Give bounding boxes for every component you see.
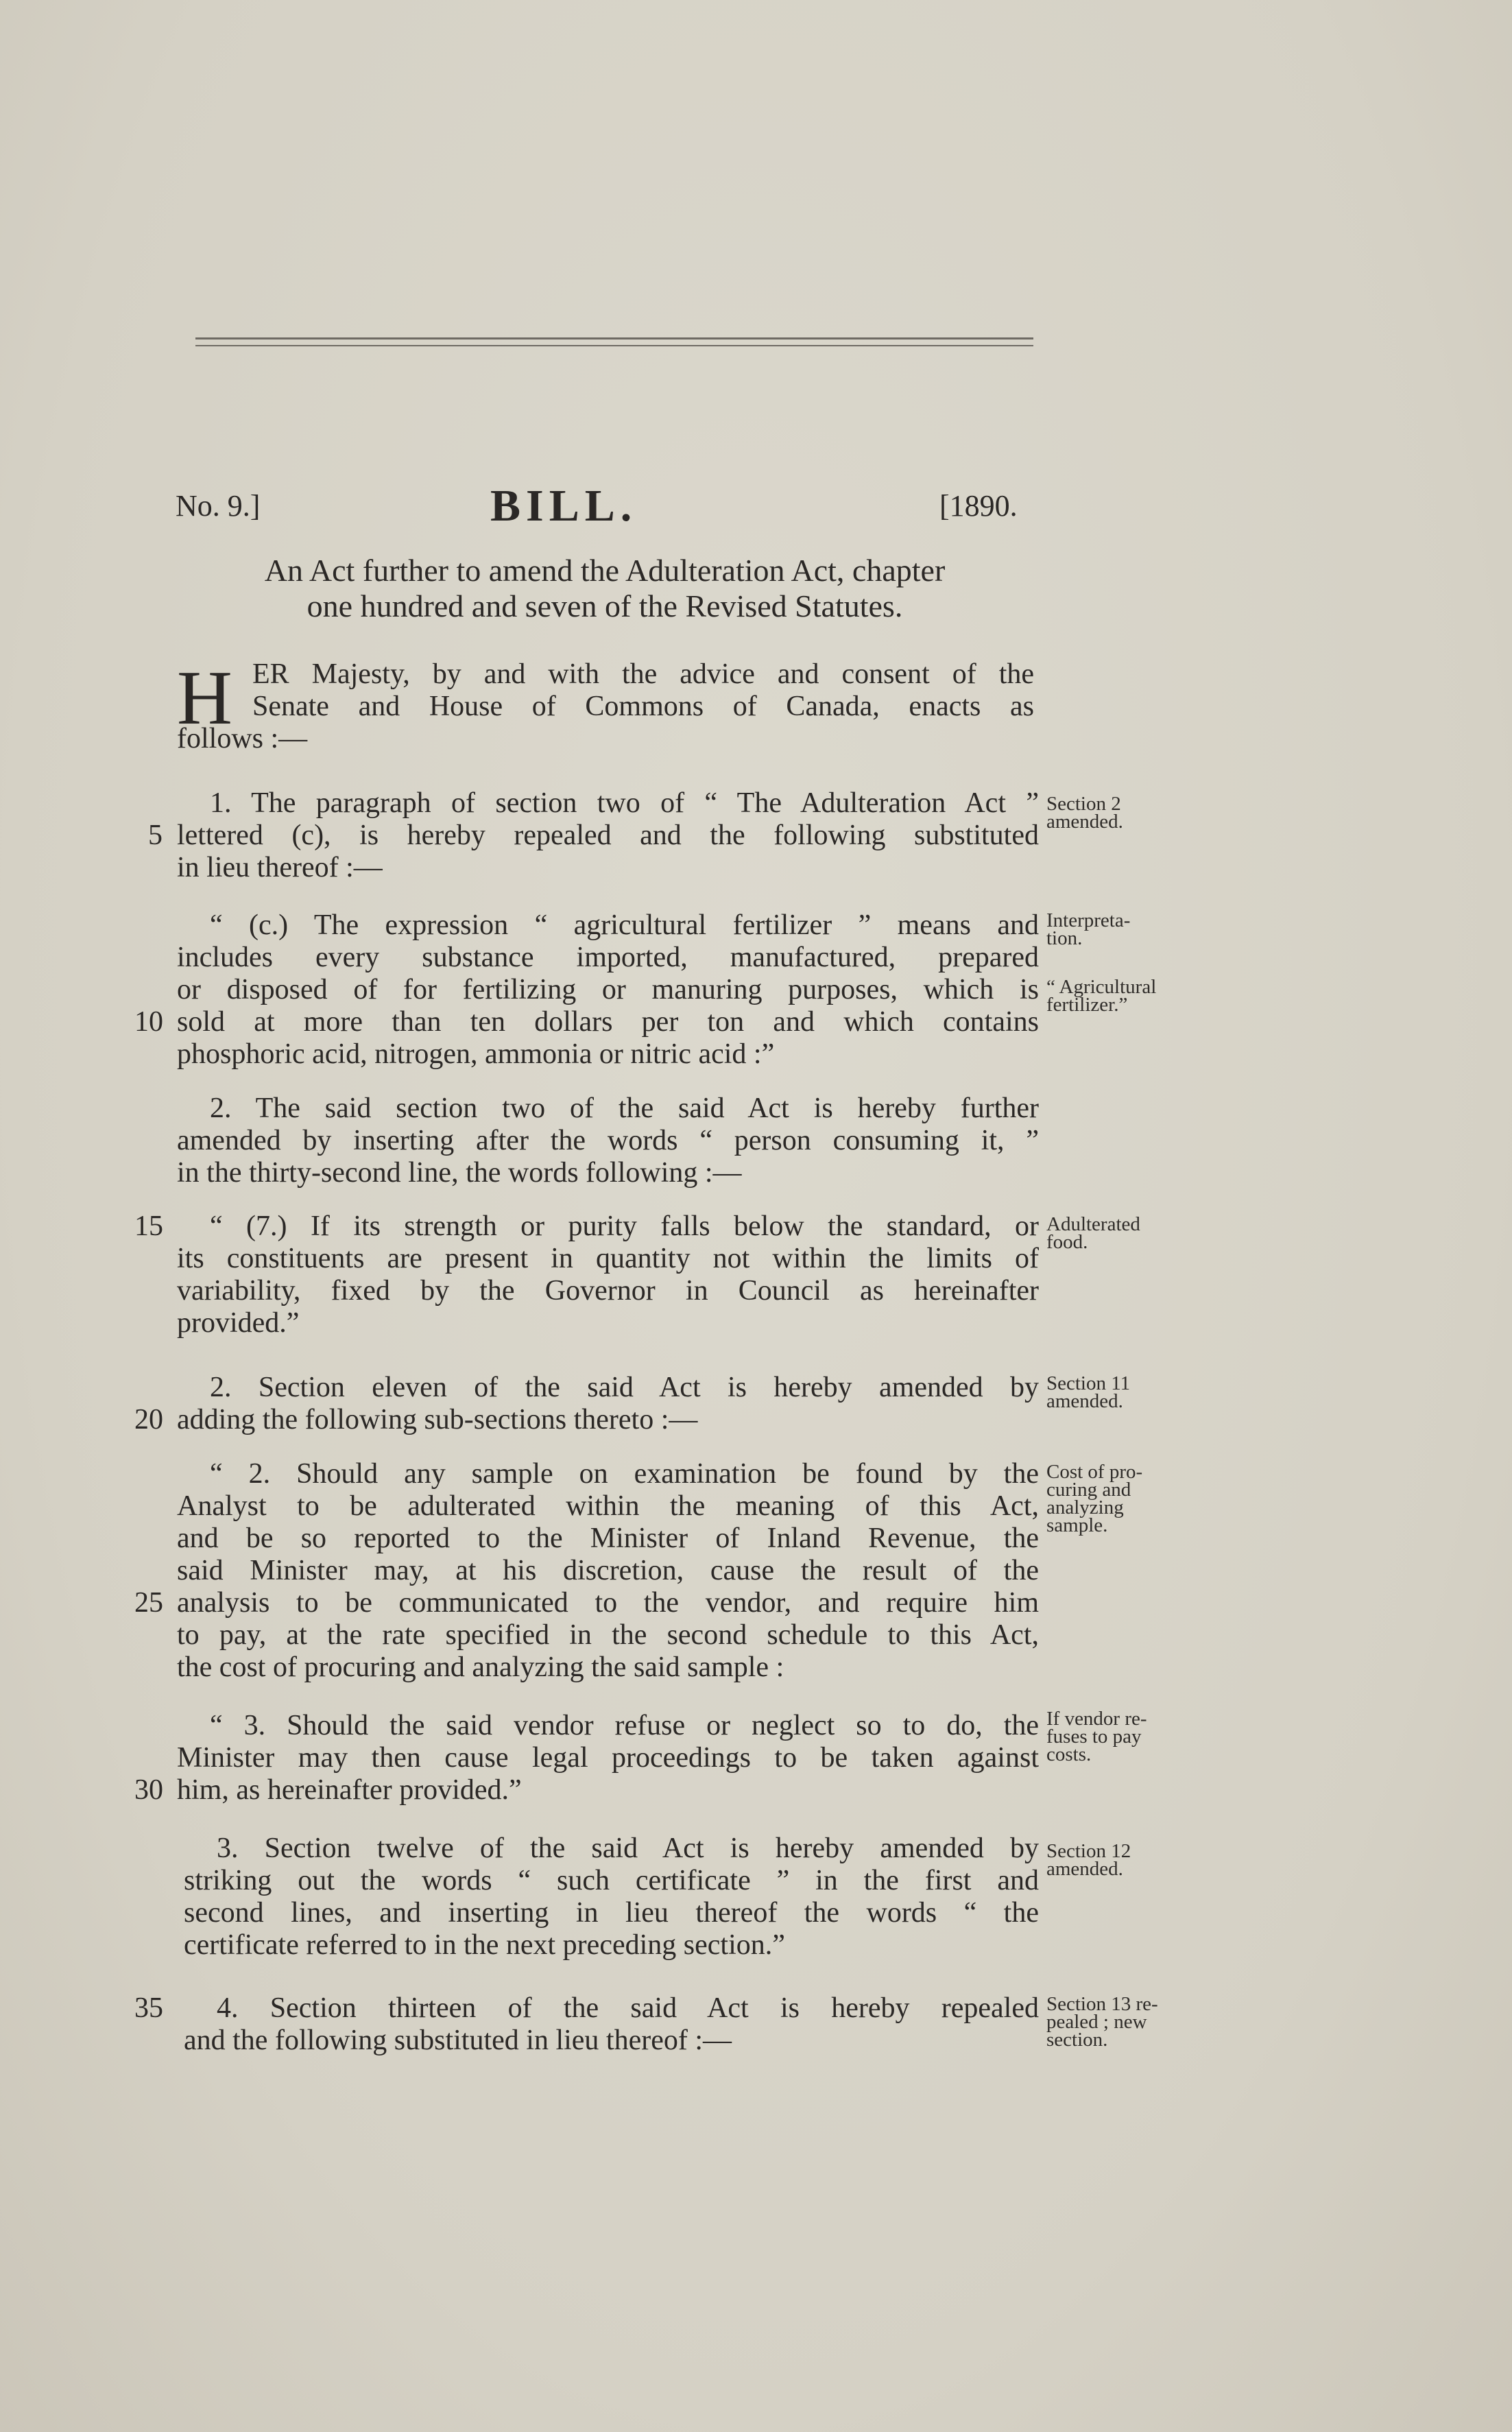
margin-note-line: Section 11 — [1046, 1372, 1131, 1394]
margin-note-line: Adulterated — [1046, 1213, 1140, 1235]
body-line: variability, fixed by the Governor in Council as hereinafter — [177, 1275, 1039, 1307]
bill-subtitle-line-1: An Act further to amend the Adulteration Act, chapter — [264, 553, 946, 588]
body-line: its constituents are present in quantity not within the limits of — [177, 1243, 1039, 1274]
body-line: in lieu thereof :— — [177, 852, 383, 883]
body-line: 2. Section eleven of the said Act is hereby amended by — [210, 1372, 1039, 1403]
body-line: phosphoric acid, nitrogen, ammonia or nitric acid :” — [177, 1038, 775, 1070]
body-line: “ 2. Should any sample on examination be found by the — [210, 1458, 1039, 1490]
margin-note-line: Section 12 — [1046, 1840, 1131, 1862]
margin-note-line: fertilizer.” — [1046, 994, 1128, 1016]
bill-subtitle-line-2: one hundred and seven of the Revised Statutes. — [307, 588, 903, 623]
body-line: and be so reported to the Minister of Inland Revenue, the — [177, 1523, 1039, 1554]
body-line: in the thirty-second line, the words following :— — [177, 1157, 742, 1189]
body-line: him, as hereinafter provided.” — [177, 1774, 522, 1806]
margin-note-line: amended. — [1046, 1390, 1123, 1412]
margin-note-line: curing and — [1046, 1479, 1131, 1501]
margin-note-line: analyzing — [1046, 1497, 1124, 1518]
top-rule-thin — [195, 345, 1033, 346]
preamble-line-1: ER Majesty, by and with the advice and consent of the — [252, 658, 1034, 690]
margin-note-line: food. — [1046, 1231, 1088, 1253]
preamble-line-3: follows :— — [177, 723, 308, 754]
margin-note-line: amended. — [1046, 1858, 1123, 1880]
bill-number: No. 9.] — [176, 489, 261, 523]
margin-note-line: Interpreta- — [1046, 909, 1131, 931]
body-line: said Minister may, at his discretion, cause the result of the — [177, 1555, 1039, 1586]
body-line: Analyst to be adulterated within the meaning of this Act, — [177, 1490, 1039, 1522]
body-line: “ (7.) If its strength or purity falls below the standard, or — [210, 1211, 1039, 1242]
body-line: amended by inserting after the words “ person consuming it, ” — [177, 1125, 1039, 1156]
preamble-line-2: Senate and House of Commons of Canada, enacts as — [252, 691, 1034, 722]
body-line: “ 3. Should the said vendor refuse or neglect so to do, the — [210, 1710, 1039, 1741]
body-line: 3. Section twelve of the said Act is hereby amended by — [217, 1833, 1039, 1864]
body-line: includes every substance imported, manufactured, prepared — [177, 942, 1039, 973]
margin-note-line: tion. — [1046, 927, 1083, 949]
body-line: lettered (c), is hereby repealed and the following substituted — [177, 820, 1039, 851]
line-number: 25 — [134, 1587, 163, 1619]
margin-note-line: Section 13 re- — [1046, 1993, 1158, 2015]
margin-note-line: sample. — [1046, 1514, 1108, 1536]
margin-note-line: amended. — [1046, 811, 1123, 833]
margin-note-line: costs. — [1046, 1743, 1092, 1765]
body-line: to pay, at the rate specified in the second schedule to this Act, — [177, 1619, 1039, 1651]
line-number: 5 — [148, 820, 163, 851]
body-line: certificate referred to in the next preceding section.” — [184, 1929, 785, 1961]
body-line: second lines, and inserting in lieu thereof the words “ the — [184, 1897, 1039, 1929]
line-number: 35 — [134, 1992, 163, 2024]
top-rule — [195, 337, 1033, 339]
drop-cap: H — [177, 656, 232, 741]
margin-note-line: If vendor re- — [1046, 1708, 1147, 1730]
body-line: analysis to be communicated to the vendor, and require him — [177, 1587, 1039, 1619]
body-line: the cost of procuring and analyzing the said sample : — [177, 1652, 784, 1683]
bill-year: [1890. — [939, 489, 1018, 523]
margin-note-line: “ Agricultural — [1046, 976, 1157, 998]
body-line: 4. Section thirteen of the said Act is hereby repealed — [217, 1992, 1039, 2024]
body-line: striking out the words “ such certificate ” in the first and — [184, 1865, 1039, 1896]
body-line: Minister may then cause legal proceedings to be taken against — [177, 1742, 1039, 1774]
margin-note-line: Cost of pro- — [1046, 1461, 1143, 1483]
bill-title: BILL. — [490, 481, 638, 531]
body-line: or disposed of for fertilizing or manuring purposes, which is — [177, 974, 1039, 1005]
margin-note-line: Section 2 — [1046, 793, 1121, 815]
margin-note-line: section. — [1046, 2029, 1108, 2051]
body-line: sold at more than ten dollars per ton and which contains — [177, 1006, 1039, 1038]
line-number: 30 — [134, 1774, 163, 1806]
body-line: provided.” — [177, 1307, 300, 1339]
margin-note-line: fuses to pay — [1046, 1726, 1142, 1748]
body-line: adding the following sub-sections thereto :— — [177, 1404, 698, 1435]
margin-note-line: pealed ; new — [1046, 2011, 1147, 2033]
body-line: “ (c.) The expression “ agricultural fertilizer ” means and — [210, 909, 1039, 941]
line-number: 15 — [134, 1211, 163, 1242]
body-line: 1. The paragraph of section two of “ The Adulteration Act ” — [210, 787, 1039, 819]
body-line: 2. The said section two of the said Act is hereby further — [210, 1093, 1039, 1124]
body-line: and the following substituted in lieu thereof :— — [184, 2025, 732, 2056]
line-number: 20 — [134, 1404, 163, 1435]
line-number: 10 — [134, 1006, 163, 1038]
